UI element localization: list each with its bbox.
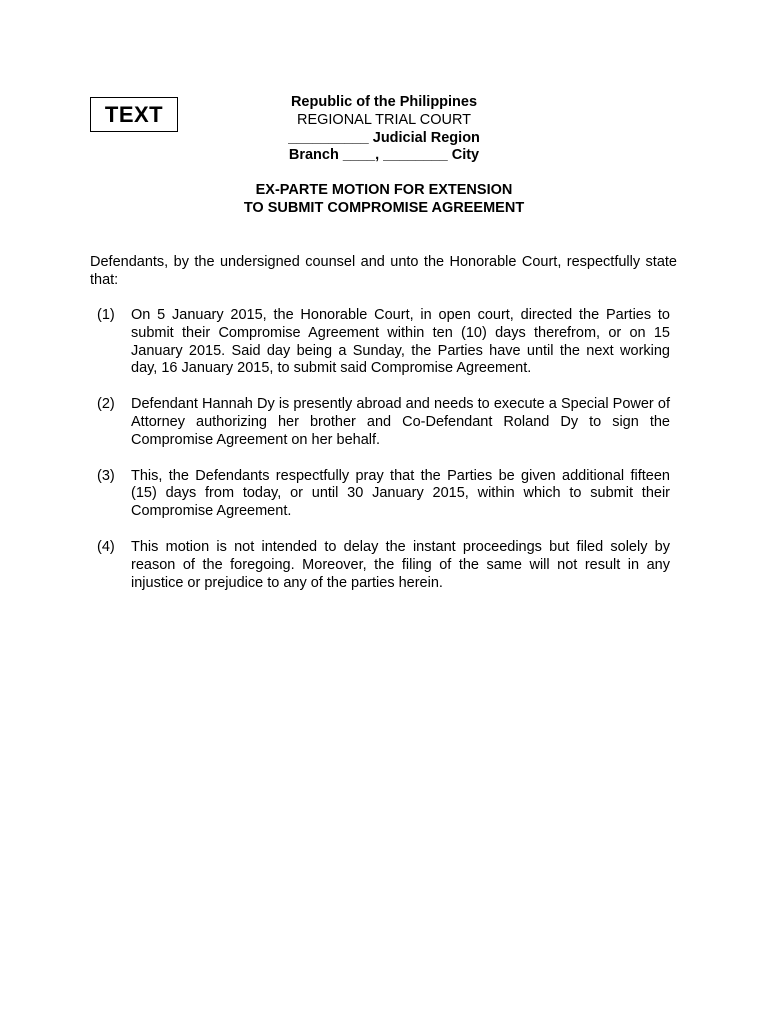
paragraph-text: Defendant Hannah Dy is presently abroad and needs to execute a Special Power of Attorney authorizing her brother and Co-Defendant Roland Dy to sign the Compromise Agreement on her behalf. bbox=[131, 396, 670, 448]
paragraph-item bbox=[90, 539, 670, 592]
paragraph-number: (4) bbox=[97, 538, 115, 555]
paragraph-text: This motion is not intended to delay the instant proceedings but filed solely by reason of the foregoing. Moreover, the filing of the same will not result in any injustice or prejudice to any of the parties herein. bbox=[131, 538, 670, 591]
court-header bbox=[284, 94, 484, 165]
text-stamp-label: TEXT bbox=[104, 101, 164, 127]
paragraph-number: (3) bbox=[97, 467, 115, 484]
paragraph-number: (2) bbox=[97, 396, 115, 413]
motion-title-line-2: TO SUBMIT COMPROMISE AGREEMENT bbox=[243, 199, 525, 216]
header-court: REGIONAL TRIAL COURT bbox=[296, 111, 472, 128]
numbered-paragraphs bbox=[90, 307, 670, 610]
paragraph-item bbox=[90, 307, 670, 378]
paragraph-text: This, the Defendants respectfully pray that the Parties be given additional fifteen (15) days from today, or until 30 January 2015, within which to submit their Compromise Agreement. bbox=[131, 467, 670, 520]
paragraph-text: On 5 January 2015, the Honorable Court, in open court, directed the Parties to submit their Compromise Agreement within ten (10) days therefrom, or on 15 January 2015. Said day being a Sunday, the Parties have until the next working day, 16 January 2015, to submit said Compromise Agreement. bbox=[131, 307, 670, 377]
intro-paragraph: Defendants, by the undersigned counsel and unto the Honorable Court, respectfully state that: bbox=[90, 254, 677, 288]
header-branch-city: Branch ____, ________ City bbox=[288, 147, 480, 164]
header-judicial-region: __________ Judicial Region bbox=[288, 129, 480, 146]
header-republic: Republic of the Philippines bbox=[290, 94, 478, 110]
paragraph-item bbox=[90, 396, 670, 449]
paragraph-item bbox=[90, 468, 670, 521]
motion-title bbox=[184, 182, 584, 218]
paragraph-number: (1) bbox=[97, 307, 115, 323]
motion-title-line-1: EX-PARTE MOTION FOR EXTENSION bbox=[255, 182, 513, 198]
text-stamp-box bbox=[90, 97, 178, 132]
